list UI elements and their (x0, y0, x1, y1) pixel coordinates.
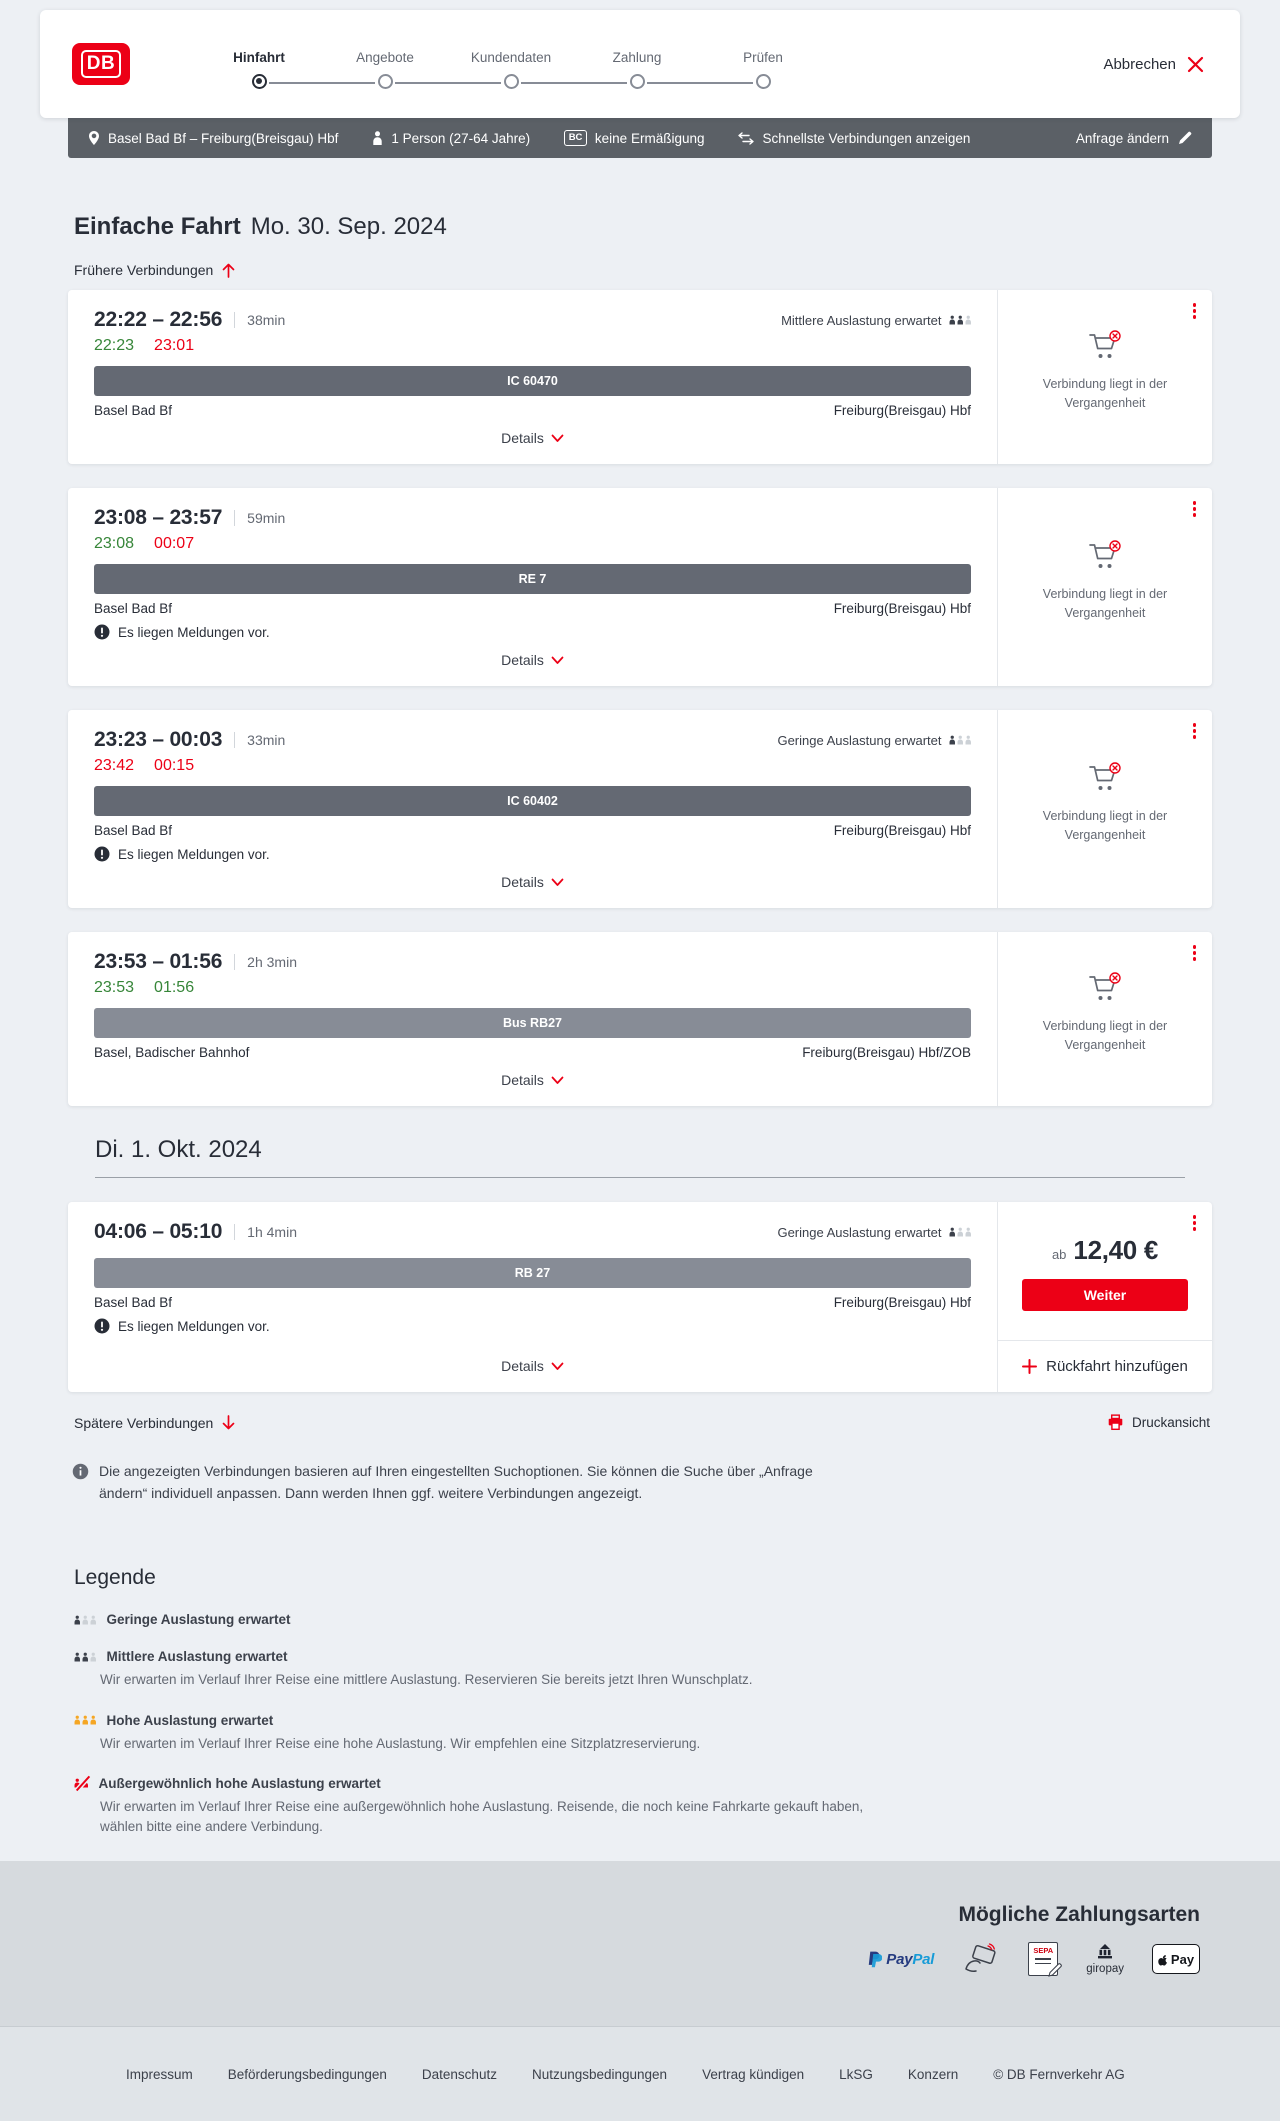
step-dot (378, 74, 393, 89)
cancel-button[interactable] (1097, 55, 1210, 74)
person-icon (372, 131, 383, 145)
step-hinfahrt[interactable]: Hinfahrt (196, 50, 322, 89)
overflow-menu-button[interactable] (1189, 299, 1201, 323)
db-logo-text: DB (81, 50, 121, 78)
price-prefix: ab (1051, 1247, 1067, 1262)
search-criteria-bar (68, 118, 1212, 158)
connection-times: 04:06 – 05:10 (94, 1220, 223, 1243)
train-segment-bar (94, 1258, 971, 1288)
connection-times: 22:22 – 22:56 (94, 308, 223, 331)
realtime-departure: 22:23 (94, 337, 135, 354)
cart-unavailable-icon (1087, 761, 1123, 793)
sepa-icon: SEPA (1028, 1942, 1058, 1976)
connection-times: 23:23 – 00:03 (94, 728, 223, 751)
footer-link-impressum[interactable]: Impressum (126, 2066, 193, 2082)
arrival-station: Freiburg(Breisgau) Hbf (833, 823, 971, 838)
footer-link-nutzungsbedingungen[interactable]: Nutzungsbedingungen (531, 2066, 668, 2082)
occupancy-low-icon (74, 1614, 97, 1626)
details-toggle[interactable]: Details (491, 424, 574, 452)
chevron-down-icon (551, 878, 564, 887)
compare-arrows-icon (738, 132, 754, 145)
add-return-trip-button[interactable]: Rückfahrt hinzufügen (998, 1340, 1212, 1392)
step-kundendaten[interactable]: Kundendaten (448, 50, 574, 89)
alert-icon (94, 624, 110, 640)
credit-card-hand-icon (962, 1943, 1000, 1975)
connection-card (68, 710, 1212, 908)
chevron-down-icon (551, 1362, 564, 1371)
train-number: IC 60402 (507, 794, 558, 808)
departure-station: Basel Bad Bf (94, 403, 173, 418)
connection-side-panel (997, 710, 1212, 908)
details-toggle[interactable]: Details (491, 1352, 574, 1380)
departure-station: Basel Bad Bf (94, 823, 173, 838)
paypal-logo: PayPal (867, 1950, 934, 1968)
connection-side-panel (997, 290, 1212, 464)
departure-station: Basel Bad Bf (94, 601, 173, 616)
connection-card-bookable (68, 1202, 1212, 1392)
pencil-icon (1048, 1963, 1062, 1977)
footer-link-vertrag-kuendigen[interactable]: Vertrag kündigen (702, 2066, 805, 2082)
price (1052, 1235, 1158, 1266)
past-connection-note: Verbindung liegt in der Vergangenheit (1042, 587, 1168, 620)
arrival-station: Freiburg(Breisgau) Hbf (833, 601, 971, 616)
booking-stepper (196, 50, 826, 89)
route-summary: Basel Bad Bf – Freiburg(Breisgau) Hbf (88, 130, 338, 146)
arrival-station: Freiburg(Breisgau) Hbf (833, 1295, 971, 1310)
trip-date: Mo. 30. Sep. 2024 (250, 213, 447, 240)
past-connection-note: Verbindung liegt in der Vergangenheit (1042, 377, 1168, 410)
step-dot (756, 74, 771, 89)
print-view-button[interactable]: Druckansicht (1107, 1414, 1210, 1431)
page-title (74, 212, 1212, 242)
occupancy-indicator: Mittlere Auslastung erwartet (781, 313, 971, 328)
divider (234, 732, 235, 748)
results-area (68, 212, 1212, 1837)
price-value: 12,40 € (1073, 1235, 1159, 1265)
arrival-station: Freiburg(Breisgau) Hbf (833, 403, 971, 418)
occupancy-indicator: Geringe Auslastung erwartet (777, 1225, 971, 1240)
day2-date-heading: Di. 1. Okt. 2024 (95, 1136, 1185, 1178)
past-connection-note: Verbindung liegt in der Vergangenheit (1042, 809, 1168, 842)
giropay-mark-icon (1094, 1944, 1116, 1961)
realtime-arrival: 00:07 (154, 535, 195, 552)
pencil-icon (1178, 131, 1192, 145)
overflow-menu-button[interactable] (1189, 497, 1201, 521)
realtime-departure: 23:53 (94, 979, 135, 996)
messages-row: Es liegen Meldungen vor. (94, 846, 971, 862)
overflow-menu-button[interactable] (1189, 719, 1201, 743)
footer-link-datenschutz[interactable]: Datenschutz (421, 2066, 497, 2082)
cart-unavailable-icon (1087, 329, 1123, 361)
connection-duration: 1h 4min (247, 1224, 297, 1240)
arrival-station: Freiburg(Breisgau) Hbf/ZOB (802, 1045, 971, 1060)
realtime-times (94, 757, 971, 775)
bahncard-summary: BC keine Ermäßigung (564, 130, 704, 146)
results-footer-row (68, 1414, 1212, 1431)
alert-icon (94, 846, 110, 862)
bahncard-badge: BC (564, 130, 587, 146)
occupancy-high-icon (74, 1714, 97, 1726)
divider (234, 312, 235, 328)
step-pruefen[interactable]: Prüfen (700, 50, 826, 89)
legend-item-low: Geringe Auslastung erwartet (74, 1612, 1212, 1627)
occupancy-medium-icon (74, 1651, 97, 1663)
connection-duration: 59min (247, 510, 286, 526)
realtime-departure: 23:08 (94, 535, 135, 552)
departure-station: Basel Bad Bf (94, 1295, 173, 1310)
passenger-summary: 1 Person (27-64 Jahre) (372, 131, 530, 146)
connection-card (68, 290, 1212, 464)
occupancy-icon (949, 1226, 972, 1238)
plus-icon (1022, 1359, 1037, 1374)
occupancy-exceptional-icon (74, 1777, 89, 1789)
close-icon (1187, 56, 1204, 73)
footer-link-befoerderungsbedingungen[interactable]: Beförderungsbedingungen (227, 2066, 387, 2082)
details-toggle[interactable]: Details (491, 868, 574, 896)
continue-button[interactable]: Weiter (1022, 1279, 1188, 1311)
connection-card (68, 488, 1212, 686)
cart-unavailable-icon (1087, 971, 1123, 1003)
departure-station: Basel, Badischer Bahnhof (94, 1045, 250, 1060)
giropay-logo: giropay (1086, 1944, 1124, 1975)
overflow-menu-button[interactable] (1189, 1211, 1201, 1235)
occupancy-indicator: Geringe Auslastung erwartet (777, 733, 971, 748)
realtime-times (94, 535, 971, 553)
step-zahlung[interactable]: Zahlung (574, 50, 700, 89)
connection-times: 23:53 – 01:56 (94, 950, 223, 973)
legend-item-medium: Mittlere Auslastung erwartet Wir erwarten im Verlauf Ihrer Reise eine mittlere Auslastung. Reservieren Sie bereits jetzt Ihren Wunschplatz. (74, 1649, 1212, 1690)
connection-side-panel (997, 932, 1212, 1106)
footer-link-lksg[interactable]: LkSG (839, 2066, 873, 2082)
location-pin-icon (88, 130, 100, 146)
cancel-label: Abbrechen (1103, 55, 1176, 73)
occupancy-icon (949, 734, 972, 746)
chevron-down-icon (551, 1076, 564, 1085)
cart-unavailable-icon (1087, 539, 1123, 571)
train-number: IC 60470 (507, 374, 558, 388)
messages-row: Es liegen Meldungen vor. (94, 624, 971, 640)
payments-title: Mögliche Zahlungsarten (958, 1903, 1200, 1927)
connection-duration: 33min (247, 732, 286, 748)
booking-side-panel (997, 1202, 1212, 1392)
realtime-arrival: 00:15 (154, 757, 195, 774)
copyright: © DB Fernverkehr AG (993, 2066, 1125, 2082)
change-request-button[interactable]: Anfrage ändern (1076, 131, 1192, 146)
step-dot-active (252, 74, 267, 89)
later-connections-link[interactable]: Spätere Verbindungen (74, 1415, 235, 1431)
legend-item-high: Hohe Auslastung erwartet Wir erwarten im Verlauf Ihrer Reise eine hohe Auslastung. Wir empfehlen eine Sitzplatzreservierung. (74, 1713, 1212, 1754)
alert-icon (94, 1318, 110, 1334)
train-number: RE 7 (518, 572, 547, 586)
chevron-down-icon (551, 656, 564, 665)
info-icon (72, 1463, 89, 1480)
fastest-connections-toggle[interactable]: Schnellste Verbindungen anzeigen (738, 131, 970, 146)
connection-duration: 38min (247, 312, 286, 328)
legend-title: Legende (74, 1566, 156, 1590)
train-segment-bar (94, 1008, 971, 1038)
overflow-menu-button[interactable] (1189, 941, 1201, 965)
connection-card (68, 932, 1212, 1106)
page-footer (0, 2026, 1280, 2121)
messages-row: Es liegen Meldungen vor. (94, 1318, 971, 1334)
apple-pay-badge: Pay (1152, 1944, 1200, 1974)
train-segment-bar (94, 564, 971, 594)
db-logo[interactable] (72, 43, 130, 85)
apple-icon (1158, 1953, 1169, 1966)
details-toggle[interactable]: Details (491, 1066, 574, 1094)
realtime-departure: 23:42 (94, 757, 135, 774)
paypal-mark-icon (867, 1950, 882, 1968)
payment-methods-band (0, 1861, 1280, 2026)
connection-times: 23:08 – 23:57 (94, 506, 223, 529)
realtime-arrival: 01:56 (154, 979, 195, 996)
divider (234, 510, 235, 526)
earlier-connections-link[interactable]: Frühere Verbindungen (74, 262, 235, 278)
divider (234, 954, 235, 970)
legend-item-exceptional: Außergewöhnlich hohe Auslastung erwartet Wir erwarten im Verlauf Ihrer Reise eine außergewöhnlich hohe Auslastung. Reisende, die noch keine Fahrkarte gekauft haben, wählen bitte eine andere Verbindung. (74, 1776, 1212, 1838)
train-number: RB 27 (514, 1266, 551, 1280)
printer-icon (1107, 1414, 1124, 1431)
train-number: Bus RB27 (502, 1016, 563, 1030)
step-angebote[interactable]: Angebote (322, 50, 448, 89)
details-toggle[interactable]: Details (491, 646, 574, 674)
realtime-times (94, 337, 971, 355)
connection-side-panel (997, 488, 1212, 686)
header (40, 10, 1240, 118)
past-connection-note: Verbindung liegt in der Vergangenheit (1042, 1019, 1168, 1052)
legend (74, 1566, 1212, 1837)
occupancy-icon (949, 314, 972, 326)
train-segment-bar (94, 366, 971, 396)
step-dot (504, 74, 519, 89)
step-dot (630, 74, 645, 89)
arrow-up-icon (222, 263, 235, 278)
footer-link-konzern[interactable]: Konzern (907, 2066, 959, 2082)
search-options-notice: Die angezeigten Verbindungen basieren auf Ihren eingestellten Suchoptionen. Sie können die Suche über „Anfrage ändern“ individuell anpassen. Dann werden Ihnen ggf. weitere Verbindungen angezeigt. (72, 1461, 1212, 1504)
connection-duration: 2h 3min (247, 954, 297, 970)
chevron-down-icon (551, 434, 564, 443)
realtime-arrival: 23:01 (154, 337, 195, 354)
arrow-down-icon (222, 1415, 235, 1430)
trip-type: Einfache Fahrt (74, 213, 241, 240)
divider (234, 1224, 235, 1240)
realtime-times (94, 979, 971, 997)
train-segment-bar (94, 786, 971, 816)
